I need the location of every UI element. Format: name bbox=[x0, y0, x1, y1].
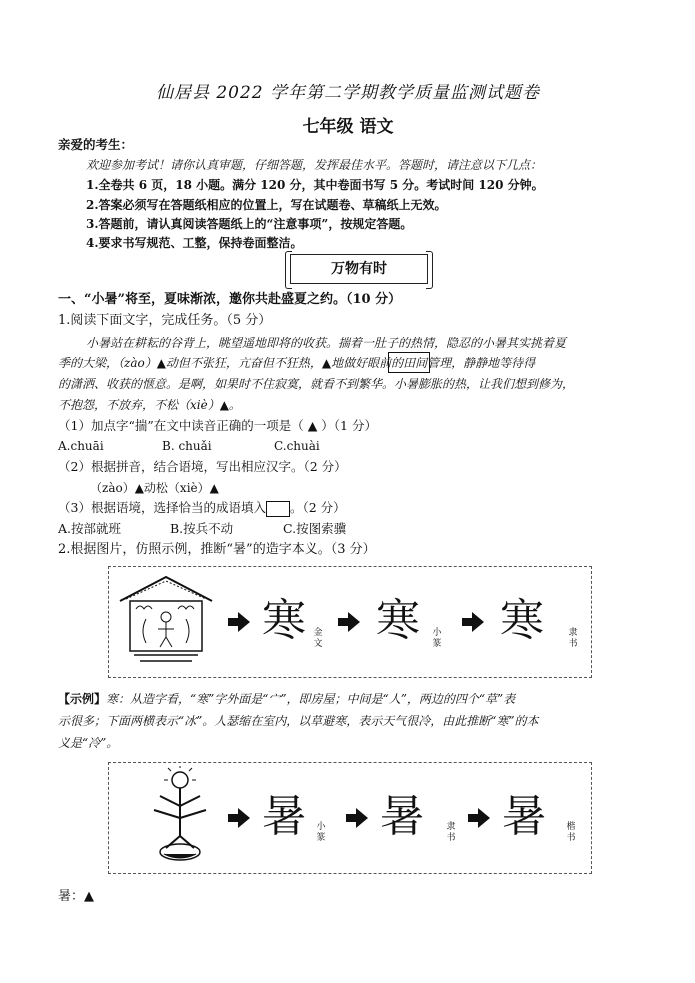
sub1-option-c: C.chuài bbox=[274, 439, 320, 453]
page-subtitle: 七年级 语文 bbox=[302, 117, 394, 137]
sub2-answer-line: （zào）▲动松（xiè）▲ bbox=[90, 481, 219, 495]
instructions-intro: 欢迎参加考试！请你认真审题，仔细答题，发挥最佳水平。答题时，请注意以下几点： bbox=[86, 158, 543, 172]
caption-xiaozhuan: 小篆 bbox=[432, 628, 442, 649]
passage-line: 的潇洒、收获的惬意。是啊，如果时不住寂寞，就看不到繁华。小暑膨胀的热，让我们想到修为， bbox=[58, 377, 575, 391]
seal-glyph-xiaozhuan: 暑 bbox=[262, 791, 306, 842]
arrow-icon bbox=[238, 612, 250, 632]
greeting: 亲爱的考生： bbox=[58, 137, 134, 152]
arrow-icon bbox=[348, 612, 360, 632]
sub-question-2: （2）根据拼音，结合语境，写出相应汉字。（2 分） bbox=[58, 459, 347, 474]
passage-line: 季的大梁，（zào）▲动但不张狂，亢奋但不狂热，▲地做好眼前的田间管理，静静地等待得 bbox=[58, 356, 536, 370]
sun-tree-illustration bbox=[140, 766, 220, 866]
passage-line: 不抱怨，不放弃，不松（xiè）▲。 bbox=[58, 398, 241, 412]
sub3-blank-box bbox=[266, 501, 290, 517]
passage-line: 小暑站在耕耘的谷背上，眺望遥地即将的收获。揣着一肚子的热情，隐忍的小暑其实挑着夏 bbox=[86, 336, 567, 350]
answer-prompt: 暑：▲ bbox=[58, 889, 94, 904]
passage-blank-box bbox=[388, 352, 430, 373]
sub-question-1: （1）加点字“揣”在文中读音正确的一项是（ ▲ ）（1 分） bbox=[58, 418, 377, 433]
exam-title: 仙居县 2022 学年第二学期教学质量监测试题卷 bbox=[155, 83, 541, 103]
instruction-item: 3.答题前，请认真阅读答题纸上的“注意事项”，按规定答题。 bbox=[86, 217, 413, 231]
caption-jinwen: 金文 bbox=[313, 628, 323, 649]
sub3-prompt: （3）根据语境，选择恰当的成语填入 bbox=[58, 500, 266, 515]
question-1-title: 1.阅读下面文字，完成任务。（5 分） bbox=[58, 313, 272, 328]
sub1-option-a: A.chuāi bbox=[58, 439, 104, 453]
sub3-option-a: A.按部就班 bbox=[58, 521, 122, 536]
instruction-item: 4.要求书写规范、工整，保持卷面整洁。 bbox=[86, 236, 303, 250]
arrow-icon bbox=[356, 808, 368, 828]
caption-xiaozhuan: 小篆 bbox=[316, 822, 326, 843]
example-line: 示很多；下面两横表示“冰”。人瑟缩在室内，以草避寒，表示天气很冷，由此推断“寒”的本 bbox=[58, 714, 539, 728]
seal-glyph-xiaozhuan: 寒 bbox=[376, 595, 420, 646]
example-line: 义是“冷”。 bbox=[58, 736, 119, 750]
example-label: 【示例】 bbox=[58, 692, 107, 706]
instruction-item: 2.答案必须写在答题纸相应的位置上，写在试题卷、草稿纸上无效。 bbox=[86, 198, 447, 212]
question-2-title: 2.根据图片，仿照示例，推断“暑”的造字本义。（3 分） bbox=[58, 542, 376, 557]
caption-kaishu: 楷书 bbox=[566, 822, 576, 843]
section-banner-text: 万物有时 bbox=[331, 261, 387, 277]
regular-glyph: 暑 bbox=[502, 791, 546, 842]
sub3-points: 。（2 分） bbox=[289, 500, 346, 515]
example-text: 寒：从造字看，“寒”字外面是“宀”，即房屋；中间是“人”，两边的四个“草”表 bbox=[106, 692, 516, 706]
seal-glyph-jinwen: 寒 bbox=[262, 595, 306, 646]
sub-question-3 bbox=[58, 499, 346, 517]
house-illustration bbox=[116, 573, 216, 669]
clerical-glyph: 寒 bbox=[500, 595, 544, 646]
sub3-option-c: C.按图索骥 bbox=[283, 521, 347, 536]
part1-heading: 一、“小暑”将至，夏味渐浓，邀你共赴盛夏之约。（10 分） bbox=[58, 292, 402, 307]
caption-lishu: 隶书 bbox=[568, 628, 578, 649]
section-banner bbox=[290, 254, 428, 284]
sub3-option-b: B.按兵不动 bbox=[170, 521, 234, 536]
arrow-icon bbox=[478, 808, 490, 828]
arrow-icon bbox=[472, 612, 484, 632]
example-line bbox=[58, 690, 515, 708]
sub1-option-b: B. chuǎi bbox=[162, 439, 212, 453]
clerical-glyph: 暑 bbox=[380, 791, 424, 842]
caption-lishu: 隶书 bbox=[446, 822, 456, 843]
arrow-icon bbox=[238, 808, 250, 828]
instruction-item: 1.全卷共 6 页，18 小题。满分 120 分，其中卷面书写 5 分。考试时间 120 分钟。 bbox=[86, 178, 544, 192]
